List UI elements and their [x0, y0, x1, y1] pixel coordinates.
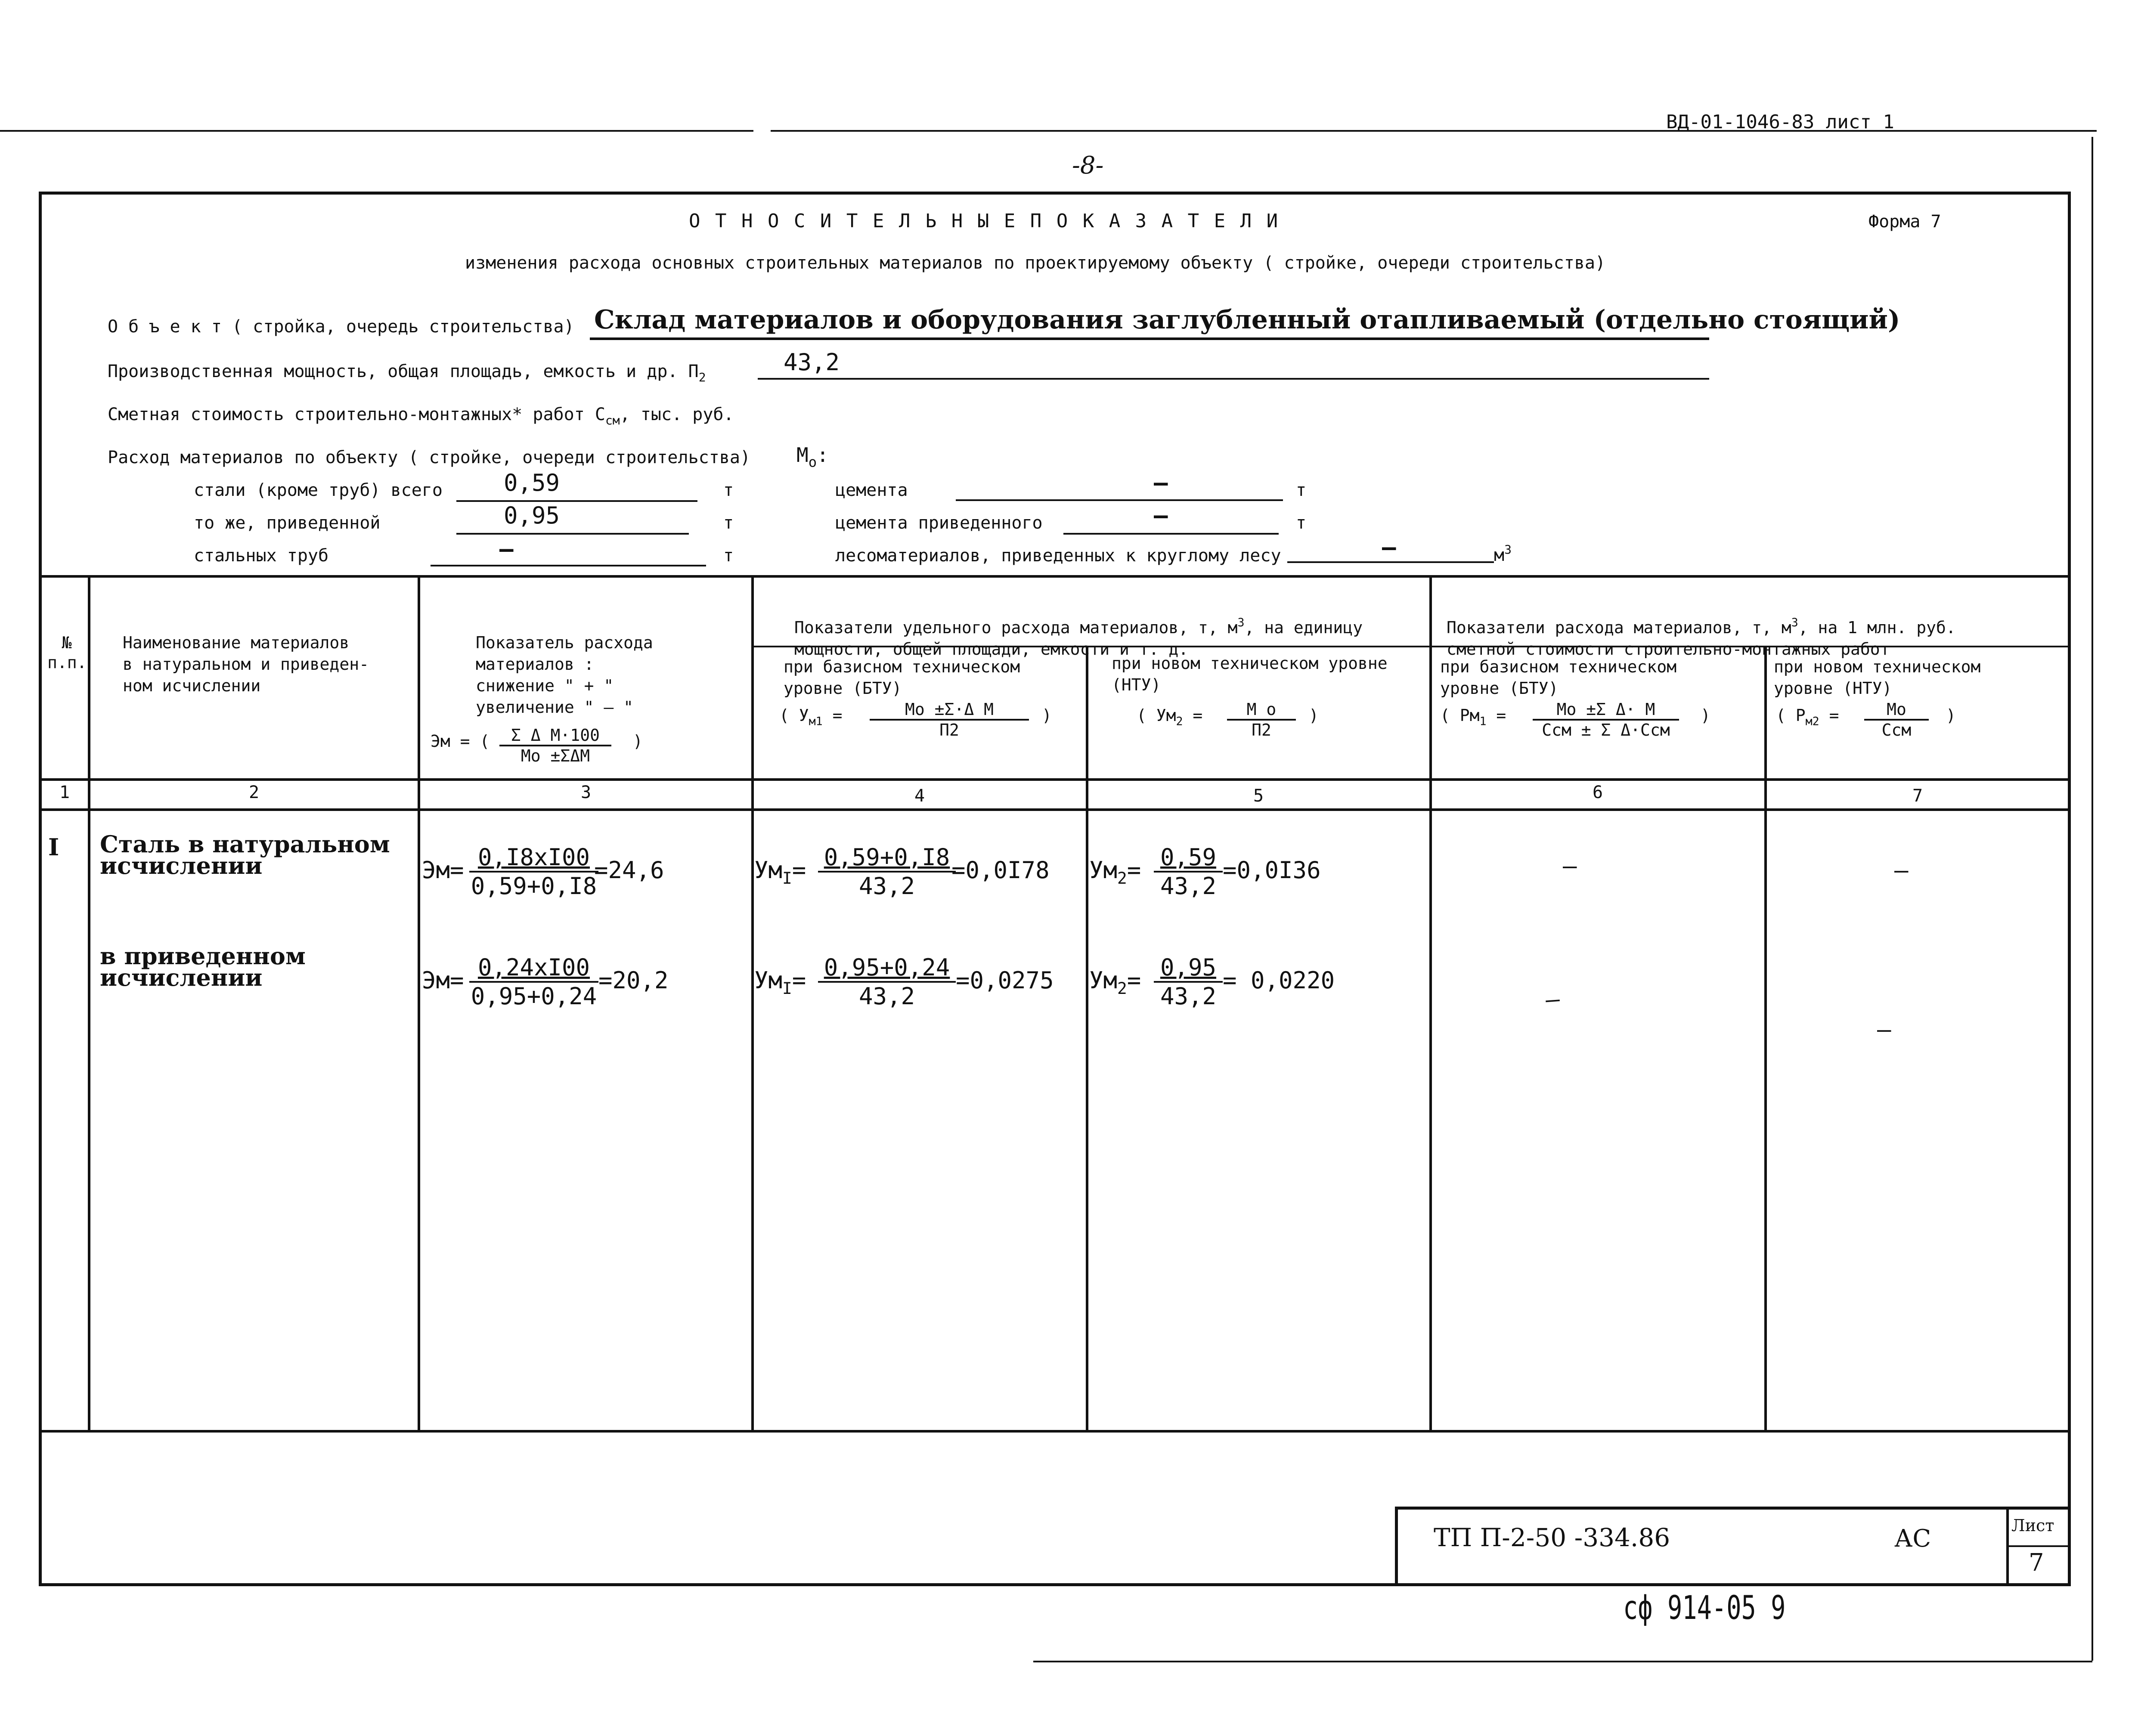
pipes-label: стальных труб: [194, 546, 329, 566]
h4-eq: =: [832, 706, 843, 725]
h7-fraction: [1864, 700, 1929, 740]
g2-sup: 3: [1791, 616, 1798, 629]
sheet-cell-rule: [2006, 1545, 2071, 1547]
header-col2: Наименование материалов в натуральном и приведен- ном исчислении: [123, 633, 369, 695]
r2-u2-den: 43,2: [1160, 983, 1217, 1010]
r2-u1-pre: [754, 967, 806, 998]
consumption-label: Расход материалов по объекту ( стройке, очереди строительства): [108, 448, 751, 467]
r1-u2-den: 43,2: [1160, 873, 1217, 900]
sheet-edge-bottom: [1033, 1661, 2092, 1662]
steel-reduced-underline: [456, 533, 689, 535]
header-col3: Показатель расхода материалов : снижение " + " увеличение " – ": [476, 633, 653, 717]
colnum-2: 2: [248, 783, 260, 802]
steel-reduced-label: то же, приведенной: [194, 513, 381, 533]
cement-reduced-label: цемента приведенного: [835, 513, 1043, 533]
capacity-underline: [758, 378, 1709, 380]
r2-col7-dash: —: [1877, 1016, 1891, 1043]
col-divider-1: [88, 575, 90, 1430]
h3-suffix: ): [633, 732, 643, 751]
r2-u2-pre-text: Ум: [1089, 967, 1118, 994]
pipes-underline: [431, 565, 706, 566]
h5-denominator: П2: [1252, 721, 1271, 740]
r1-u1-fraction: [818, 844, 956, 900]
r2-em-fraction: [469, 954, 598, 1010]
h6-denominator: Сcм ± Σ Δ·Ссм: [1542, 721, 1670, 740]
timber-underline: [1287, 561, 1494, 563]
steel-reduced-unit: т: [723, 513, 734, 533]
r2-u2-num: 0,95: [1154, 954, 1223, 983]
cement-reduced-underline: [1063, 533, 1279, 535]
steel-unit: т: [723, 480, 734, 500]
h5-pre-text: ( Ум: [1137, 706, 1176, 725]
h7-pre: [1776, 706, 1839, 728]
r1-u2-num: 0,59: [1154, 844, 1223, 873]
page-number: -8-: [1072, 152, 1104, 179]
col-divider-4: [1086, 646, 1088, 1430]
cement-reduced-value: –: [1154, 502, 1168, 529]
colnum-5: 5: [1253, 786, 1264, 806]
h7-pre-text: ( Р: [1776, 706, 1806, 725]
body-bottom-rule: [39, 1430, 2071, 1433]
cement-reduced-unit: т: [1296, 513, 1307, 533]
cement-underline: [956, 499, 1283, 501]
r1-col6-dash: —: [1563, 852, 1577, 879]
header-col4: при базисном техническом уровне (БТУ): [784, 657, 1020, 698]
r2-u2-sub: 2: [1117, 979, 1127, 998]
h6-pre: [1440, 706, 1506, 728]
h3-prefix: Эм = (: [431, 732, 490, 751]
header-group2: [1447, 591, 1956, 660]
r1-em-res: =24,6: [594, 857, 664, 884]
r2-u2-res: = 0,0220: [1223, 967, 1335, 994]
h4-sub: м1: [809, 715, 823, 728]
r1-u2-fraction: [1154, 844, 1223, 900]
r1-u1-num: 0,59+0,I8: [818, 844, 956, 873]
timber-unit-sup: 3: [1504, 542, 1512, 557]
h6-post: ): [1701, 706, 1710, 725]
r1-em-den: 0,59+0,I8: [471, 873, 597, 900]
r1-em-fraction: [469, 844, 598, 900]
top-reference: ВД-01-1046-83 лист 1: [1666, 111, 1894, 133]
h6-pre-text: ( Рм: [1440, 706, 1480, 725]
timber-value: –: [1382, 534, 1396, 561]
h4-pre-text: ( У: [779, 706, 809, 725]
cement-value: –: [1154, 469, 1168, 496]
col-divider-3: [751, 575, 754, 1430]
h4-pre: [779, 706, 842, 728]
r2-u1-pre-text: Ум: [754, 967, 783, 994]
r2-u2-fraction: [1154, 954, 1223, 1010]
r1-u2-sub: 2: [1117, 869, 1127, 888]
header-col1: № п.п.: [47, 633, 87, 672]
r1-u2-pre: [1089, 857, 1141, 888]
r1-u1-res: =0,0I78: [951, 857, 1050, 884]
object-label: О б ъ е к т ( стройка, очередь строительства): [108, 317, 574, 337]
header-col6: при базисном техническом уровне (БТУ): [1440, 657, 1677, 698]
form-subtitle: изменения расхода основных строительных материалов по проектируемому объекту ( стройке, очереди строительства): [465, 253, 1606, 273]
cement-unit: т: [1296, 480, 1307, 500]
sheet-number: 7: [2029, 1549, 2044, 1577]
h7-numerator: Мо: [1864, 700, 1929, 721]
steel-label: стали (кроме труб) всего: [194, 480, 443, 500]
project-code: ТП П-2-50 -334.86: [1434, 1523, 1670, 1552]
timber-unit: [1494, 542, 1512, 565]
header-col3-formula: [431, 732, 490, 751]
h5-sub: 2: [1176, 715, 1183, 728]
r1-u1-sub: I: [782, 869, 792, 888]
mo-sub: о: [808, 454, 817, 470]
h3-numerator: Σ Δ М·100: [499, 726, 611, 746]
capacity-value: 43,2: [784, 349, 840, 376]
r1-em-num: 0,I8xI00: [469, 844, 598, 873]
h7-eq: =: [1829, 706, 1839, 725]
object-value: Склад материалов и оборудования заглубленный отапливаемый (отдельно стоящий): [594, 305, 1900, 335]
g2-text-b: , на 1 млн. руб. сметной стоимости строительно-монтажных работ: [1447, 618, 1956, 659]
h7-post: ): [1946, 706, 1956, 725]
h4-fraction: [870, 700, 1029, 740]
cost-label-tail: , тыс. руб.: [620, 405, 734, 424]
h5-post: ): [1309, 706, 1319, 725]
r1-u1-eq: =: [792, 857, 806, 884]
sheet-label: Лист: [2011, 1516, 2054, 1535]
capacity-label: [108, 362, 706, 384]
h6-numerator: Мо ±Σ Δ· М: [1533, 700, 1679, 721]
r2-em-num: 0,24xI00: [469, 954, 598, 983]
cost-label-text: Сметная стоимость строительно-монтажных* работ С: [108, 405, 605, 424]
row2-name: в приведенном исчислении: [100, 942, 306, 991]
r1-u2-res: =0,0I36: [1223, 857, 1321, 884]
r1-col7-dash: —: [1894, 857, 1909, 884]
steel-reduced-value: 0,95: [504, 502, 560, 529]
h6-eq: =: [1496, 706, 1506, 725]
steel-underline: [456, 500, 697, 502]
capacity-sub: 2: [698, 370, 706, 384]
colnum-3: 3: [580, 783, 592, 802]
object-underline: [590, 337, 1709, 340]
pipes-value: –: [499, 535, 514, 563]
r2-em-pre: Эм=: [422, 967, 464, 994]
r2-u1-eq: =: [792, 967, 806, 994]
h6-fraction: [1533, 700, 1679, 740]
cost-sub: см: [605, 413, 620, 427]
h4-denominator: П2: [939, 721, 959, 740]
r2-u2-pre: [1089, 967, 1141, 998]
g1-sup: 3: [1237, 616, 1245, 629]
mo-label: [796, 443, 829, 470]
header-col7: при новом техническом уровне (НТУ): [1774, 657, 1981, 698]
g1-text-a: Показатели удельного расхода материалов, т, м: [794, 618, 1238, 637]
project-section: АС: [1894, 1525, 1931, 1553]
h5-pre: [1137, 706, 1202, 728]
h3-denominator: Мо ±ΣΔМ: [521, 746, 590, 765]
header-group1: [794, 591, 1363, 660]
timber-unit-text: м: [1494, 545, 1505, 565]
colnum-7: 7: [1912, 786, 1923, 806]
r1-u2-pre-text: Ум: [1089, 857, 1118, 884]
r2-u2-eq: =: [1127, 967, 1141, 994]
colnum-4: 4: [914, 786, 925, 806]
h5-fraction: [1227, 700, 1296, 740]
h5-eq: =: [1193, 706, 1203, 725]
cement-label: цемента: [835, 480, 908, 500]
bottom-note: сф 914-05 9: [1623, 1588, 1786, 1627]
r1-em-pre: Эм=: [422, 857, 464, 884]
r2-em-den: 0,95+0,24: [471, 983, 597, 1010]
r1-u1-pre-text: Ум: [754, 857, 783, 884]
colnum-6: 6: [1592, 783, 1603, 802]
sheet-edge-right: [2092, 137, 2093, 1661]
g1-text-b: , на единицу мощности, общей площади, емкости и т. д.: [794, 618, 1363, 659]
top-rule-left: [0, 130, 753, 132]
mo-colon: :: [817, 443, 829, 467]
r2-u1-fraction: [818, 954, 956, 1010]
h3-fraction: [499, 726, 611, 765]
r2-u1-sub: I: [782, 979, 792, 998]
table-top-rule: [39, 575, 2071, 578]
r2-col6-dash: —: [1544, 985, 1561, 1014]
r2-u1-den: 43,2: [858, 983, 915, 1010]
r2-em-res: =20,2: [598, 967, 669, 994]
capacity-label-text: Производственная мощность, общая площадь, емкость и др. П: [108, 362, 699, 381]
col-divider-6: [1764, 646, 1767, 1430]
colnum-1: 1: [59, 783, 70, 802]
col-divider-5: [1429, 575, 1432, 1430]
r1-u2-eq: =: [1127, 857, 1141, 884]
g2-text-a: Показатели расхода материалов, т, м: [1447, 618, 1791, 637]
r2-u1-res: =0,0275: [956, 967, 1054, 994]
header-col5: при новом техническом уровне (НТУ): [1112, 654, 1388, 694]
cost-label: [108, 405, 734, 427]
form-label: Форма 7: [1868, 212, 1941, 232]
h4-numerator: Мо ±Σ·Δ М: [870, 700, 1029, 721]
timber-label: лесоматериалов, приведенных к круглому лесу: [835, 546, 1281, 566]
col-divider-2: [418, 575, 420, 1430]
h7-sub: м2: [1805, 715, 1819, 728]
h4-post: ): [1042, 706, 1052, 725]
h7-denominator: Ссм: [1881, 721, 1912, 740]
form-title: О Т Н О С И Т Е Л Ь Н Ы Е П О К А З А Т Е Л И: [689, 210, 1280, 232]
row1-name: Сталь в натуральном исчислении: [100, 830, 390, 879]
r2-u1-num: 0,95+0,24: [818, 954, 956, 983]
row-index: I: [48, 833, 59, 861]
mo-symbol: М: [796, 443, 809, 467]
steel-value: 0,59: [504, 469, 560, 496]
h6-sub: 1: [1479, 715, 1487, 728]
r1-u1-den: 43,2: [858, 873, 915, 900]
top-rule-right: [771, 130, 2097, 132]
h5-numerator: М о: [1227, 700, 1296, 721]
pipes-unit: т: [723, 546, 734, 566]
r1-u1-pre: [754, 857, 806, 888]
